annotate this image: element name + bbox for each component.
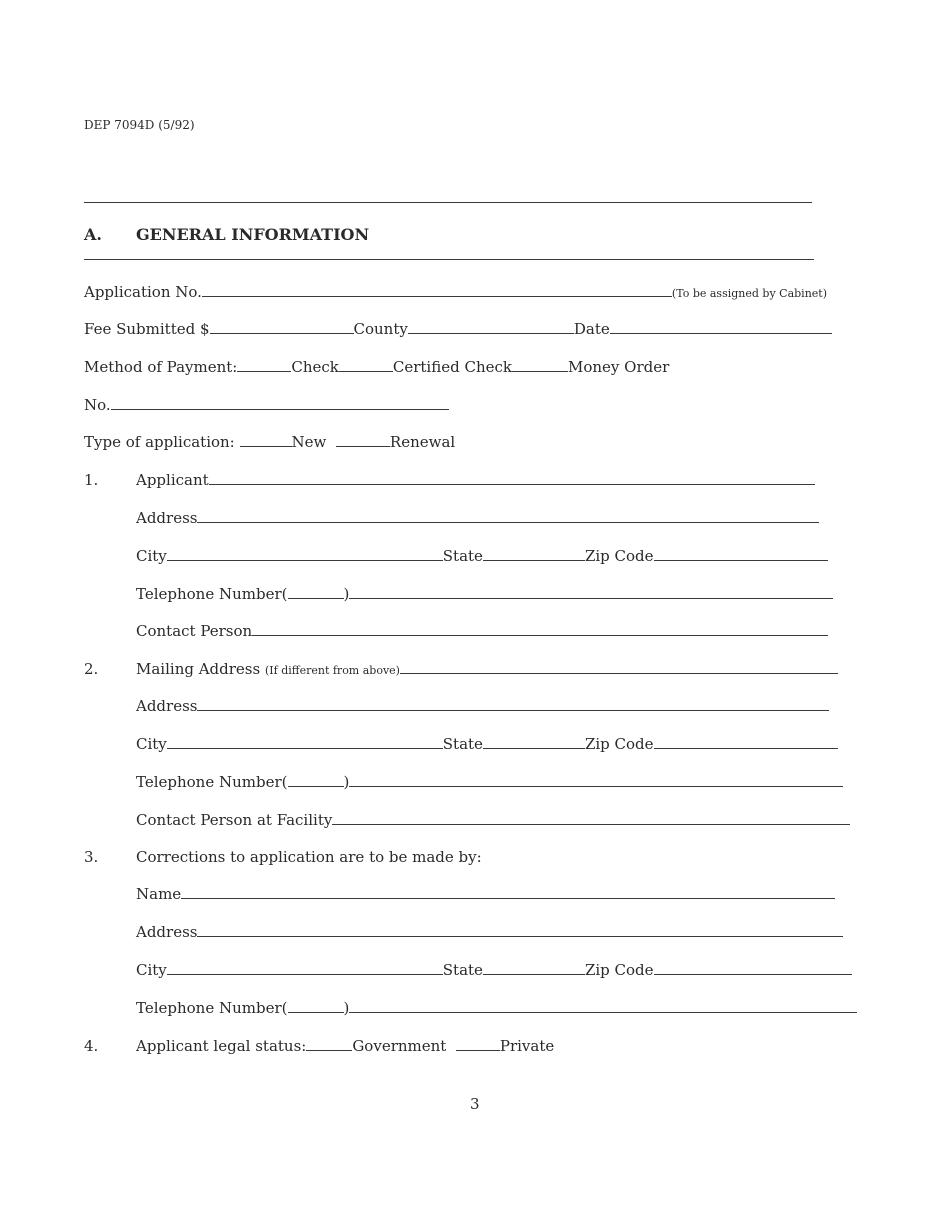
section-title: GENERAL INFORMATION [136,225,370,244]
item1-number: 1. [84,471,99,489]
item2-number: 2. [84,660,99,678]
state1-field[interactable] [483,547,585,561]
check-field[interactable] [237,358,291,372]
contact1-field[interactable] [252,622,828,636]
address3-field[interactable] [197,923,843,937]
mailing-label: Mailing Address [136,660,261,678]
address2-label: Address [136,697,198,715]
no-field[interactable] [111,396,449,410]
contact2-label: Contact Person at Facility [136,811,333,829]
phone3-row [136,999,857,1017]
money-order-field[interactable] [512,358,568,372]
section-letter: A. [84,225,102,244]
type-row [84,433,455,451]
fee-label: Fee Submitted $ [84,320,210,338]
address3-row [136,923,843,941]
city2-field[interactable] [167,735,443,749]
city2-label: City [136,735,167,753]
state2-label: State [442,735,483,753]
state2-field[interactable] [483,735,585,749]
application-no-field[interactable] [202,283,672,297]
phone1-label: Telephone Number( [136,585,288,603]
item3-number: 3. [84,848,99,866]
phone1-number-field[interactable] [349,585,833,599]
phone3-number-field[interactable] [349,999,857,1013]
new-label: New [291,433,327,451]
phone2-number-field[interactable] [349,773,843,787]
state1-label: State [442,547,483,565]
phone1-area-field[interactable] [288,585,344,599]
contact2-field[interactable] [332,811,850,825]
application-no-label: Application No. [84,283,202,301]
address1-field[interactable] [197,509,819,523]
payment-row [84,358,669,376]
zip2-label: Zip Code [584,735,654,753]
fee-field[interactable] [210,320,354,334]
mailing-field[interactable] [400,660,838,674]
top-rule [84,202,812,203]
corrections-label: Corrections to application are to be made by: [136,848,482,866]
state3-label: State [442,961,483,979]
section-rule [84,259,814,260]
form-code: DEP 7094D (5/92) [84,118,195,132]
city1-field[interactable] [167,547,443,561]
zip1-field[interactable] [654,547,828,561]
phone2-area-field[interactable] [288,773,344,787]
city3-field[interactable] [167,961,443,975]
contact1-row [136,622,828,640]
renewal-field[interactable] [336,433,390,447]
application-no-row [84,283,827,303]
city3-label: City [136,961,167,979]
private-field[interactable] [456,1037,500,1051]
phone2-label: Telephone Number( [136,773,288,791]
item4-number: 4. [84,1037,99,1055]
phone3-area-field[interactable] [288,999,344,1013]
applicant-row [136,471,815,489]
no-row [84,396,449,414]
state3-field[interactable] [483,961,585,975]
fee-row [84,320,832,338]
mailing-row [136,660,838,680]
phone1-close: ) [343,585,350,603]
city3-row [136,961,852,979]
new-field[interactable] [240,433,292,447]
certified-check-label: Certified Check [392,358,512,376]
city2-row [136,735,838,753]
city1-row [136,547,828,565]
zip3-field[interactable] [654,961,852,975]
page-number: 3 [470,1095,480,1113]
certified-check-field[interactable] [339,358,393,372]
address3-label: Address [136,923,198,941]
zip3-label: Zip Code [584,961,654,979]
legal-status-label: Applicant legal status: [136,1037,307,1055]
county-label: County [353,320,408,338]
phone2-row [136,773,843,791]
type-label: Type of application: [84,433,235,451]
contact2-row [136,811,850,829]
city1-label: City [136,547,167,565]
phone1-row [136,585,833,603]
government-label: Government [352,1037,447,1055]
phone3-label: Telephone Number( [136,999,288,1017]
application-no-note: (To be assigned by Cabinet) [671,287,827,300]
check-label: Check [291,358,339,376]
date-field[interactable] [610,320,832,334]
private-label: Private [499,1037,555,1055]
phone3-close: ) [343,999,350,1017]
renewal-label: Renewal [389,433,456,451]
date-label: Date [573,320,610,338]
zip2-field[interactable] [654,735,838,749]
applicant-label: Applicant [136,471,209,489]
applicant-field[interactable] [209,471,815,485]
phone2-close: ) [343,773,350,791]
mailing-note: (If different from above) [265,664,400,677]
address1-label: Address [136,509,198,527]
zip1-label: Zip Code [584,547,654,565]
county-field[interactable] [408,320,574,334]
name3-label: Name [136,885,182,903]
no-label: No. [84,396,111,414]
address1-row [136,509,819,527]
money-order-label: Money Order [567,358,670,376]
government-field[interactable] [306,1037,352,1051]
address2-field[interactable] [197,697,829,711]
contact1-label: Contact Person [136,622,253,640]
payment-label: Method of Payment: [84,358,238,376]
name3-field[interactable] [181,885,835,899]
address2-row [136,697,829,715]
legal-status-row [136,1037,554,1055]
name3-row [136,885,835,903]
